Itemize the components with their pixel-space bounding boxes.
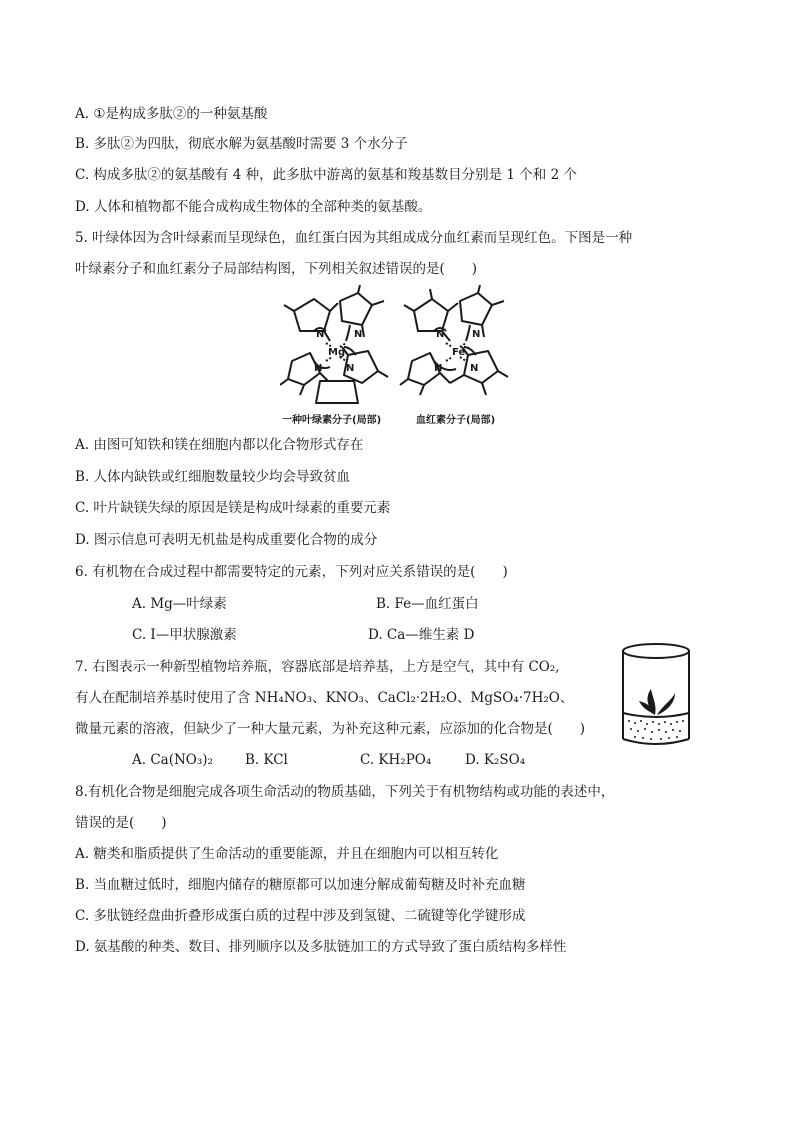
q5-stem-line1: 5. 叶绿体因为含叶绿素而呈现绿色，血红蛋白因为其组成成分血红素而呈现红色。下图是一种: [75, 230, 633, 246]
q6-option-c: C. I—甲状腺激素: [132, 627, 237, 643]
q4-option-b: B. 多肽②为四肽，彻底水解为氨基酸时需要 3 个水分子: [75, 136, 408, 152]
q6-option-b: B. Fe—血红蛋白: [376, 596, 479, 612]
chlorophyll-n-bottom-left: N: [314, 363, 323, 374]
q7-stem-line3: 微量元素的溶液，但缺少了一种大量元素，为补充这种元素，应添加的化合物是( ): [75, 721, 586, 737]
porphyrin-structure-figure: [280, 285, 520, 433]
q4-option-d: D. 人体和植物都不能合成构成生物体的全部种类的氨基酸。: [75, 199, 432, 215]
q5-option-a: A. 由图可知铁和镁在细胞内都以化合物形式存在: [75, 437, 364, 453]
culture-bottle-figure: [617, 641, 695, 753]
chlorophyll-caption: 一种叶绿素分子(局部): [282, 415, 382, 426]
heme-n-bottom-right: N: [470, 363, 479, 374]
q8-stem-line1: 8.有机化合物是细胞完成各项生命活动的物质基础，下列关于有机物结构或功能的表述中，: [75, 784, 615, 800]
q5-option-d: D. 图示信息可表明无机盐是构成重要化合物的成分: [75, 532, 378, 548]
q7-stem-line1: 7. 右图表示一种新型植物培养瓶，容器底部是培养基，上方是空气，其中有 CO₂,: [75, 659, 560, 675]
q6-stem: 6. 有机物在合成过程中都需要特定的元素，下列对应关系错误的是( ): [75, 564, 508, 580]
q4-option-c: C. 构成多肽②的氨基酸有 4 种，此多肽中游离的氨基和羧基数目分别是 1 个和 2 个: [75, 167, 577, 183]
q5-stem-line2: 叶绿素分子和血红素分子局部结构图，下列相关叙述错误的是( ): [75, 261, 478, 277]
heme-caption: 血红素分子(局部): [416, 415, 496, 426]
plant-icon: [639, 689, 675, 715]
chlorophyll-mg-label: Mg: [328, 347, 346, 358]
q8-option-d: D. 氨基酸的种类、数目、排列顺序以及多肽链加工的方式导致了蛋白质结构多样性: [75, 939, 567, 955]
chlorophyll-n-top-left: N: [316, 329, 325, 340]
chlorophyll-structure: [280, 285, 388, 403]
q7-option-c: C. KH₂PO₄: [360, 752, 432, 768]
q5-option-b: B. 人体内缺铁或红细胞数量较少均会导致贫血: [75, 469, 351, 485]
q7-option-b: B. KCl: [245, 752, 288, 768]
q8-stem-line2: 错误的是( ): [75, 815, 167, 831]
heme-n-top-right: N: [472, 329, 481, 340]
chlorophyll-n-top-right: N: [354, 329, 363, 340]
q5-option-c: C. 叶片缺镁失绿的原因是镁是构成叶绿素的重要元素: [75, 500, 391, 516]
q6-option-a: A. Mg—叶绿素: [132, 596, 227, 612]
q6-option-d: D. Ca—维生素 D: [368, 627, 475, 643]
heme-n-top-left: N: [436, 329, 445, 340]
q8-option-c: C. 多肽链经盘曲折叠形成蛋白质的过程中涉及到氢键、二硫键等化学键形成: [75, 908, 526, 924]
chlorophyll-n-bottom-right: N: [346, 363, 355, 374]
q7-option-a: A. Ca(NO₃)₂: [132, 752, 213, 768]
heme-fe-label: Fe: [452, 347, 466, 358]
q7-stem-line2: 有人在配制培养基时使用了含 NH₄NO₃、KNO₃、CaCl₂·2H₂O、MgSO₄·7H₂O、: [75, 690, 574, 706]
q7-option-d: D. K₂SO₄: [465, 752, 526, 768]
q8-option-b: B. 当血糖过低时，细胞内储存的糖原都可以加速分解成葡萄糖及时补充血糖: [75, 877, 526, 893]
q8-option-a: A. 糖类和脂质提供了生命活动的重要能源，并且在细胞内可以相互转化: [75, 846, 499, 862]
heme-n-bottom-left: N: [434, 363, 443, 374]
heme-structure: [400, 285, 508, 395]
q4-option-a: A. ①是构成多肽②的一种氨基酸: [75, 106, 268, 122]
